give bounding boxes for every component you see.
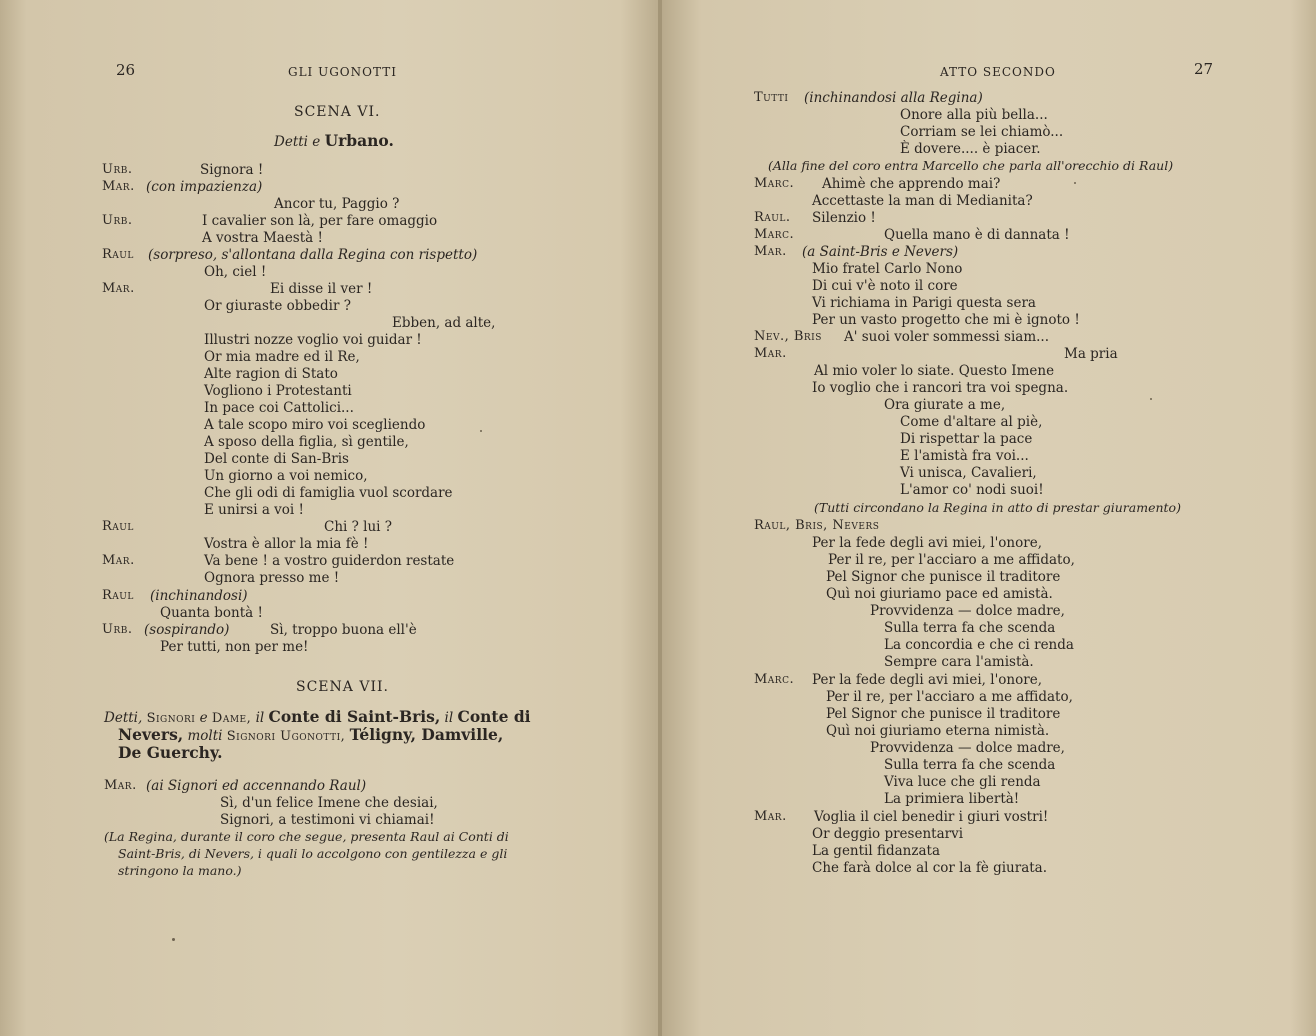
cast-name: Urbano.	[324, 131, 394, 150]
verse-line: E l'amistà fra voi...	[900, 448, 1029, 464]
right-page	[662, 0, 1316, 1036]
verse-line: Mio fratel Carlo Nono	[812, 261, 963, 277]
speaker: Urb.	[102, 622, 133, 637]
verse-line: Accettaste la man di Medianita?	[812, 193, 1033, 209]
verse-line: Come d'altare al piè,	[900, 414, 1043, 430]
verse-line: Vogliono i Protestanti	[204, 383, 352, 399]
speaker: Raul, Bris, Nevers	[754, 518, 880, 533]
verse-line: Pel Signor che punisce il traditore	[826, 706, 1061, 722]
verse-line: E unirsi a voi !	[204, 502, 304, 518]
paper-speck	[1074, 182, 1076, 184]
verse-line: Or deggio presentarvi	[812, 826, 964, 842]
verse-line: La gentil fidanzata	[812, 843, 941, 859]
verse-line: Voglia il ciel benedir i giuri vostri!	[814, 809, 1049, 825]
speaker: Raul	[102, 588, 134, 603]
verse-line: Ognora presso me !	[204, 570, 340, 586]
verse-line: Per un vasto progetto che mi è ignoto !	[812, 312, 1080, 328]
verse-line: A tale scopo miro voi scegliendo	[204, 417, 426, 433]
verse-line: Oh, ciel !	[204, 264, 267, 280]
verse-line: Sempre cara l'amistà.	[884, 654, 1034, 670]
scene-cast-line-3	[118, 745, 223, 762]
verse-line: Ancor tu, Paggio ?	[274, 196, 400, 212]
cast-name: Nevers,	[118, 725, 184, 744]
stage-direction: (con impazienza)	[146, 179, 263, 195]
verse-line: Ebben, ad alte,	[392, 315, 496, 331]
verse-line: Sulla terra fa che scenda	[884, 757, 1056, 773]
speaker: Urb.	[102, 213, 133, 228]
cast-name: Conte di	[457, 707, 531, 726]
verse-line: Chi ? lui ?	[324, 519, 393, 535]
verse-line: Di cui v'è noto il core	[812, 278, 958, 294]
stage-direction: (inchinandosi)	[150, 588, 248, 604]
verse-line: Ahimè che apprendo mai?	[822, 176, 1001, 192]
speaker: Raul	[102, 247, 134, 262]
verse-line: A' suoi voler sommessi siam...	[844, 329, 1049, 345]
speaker: Mar.	[754, 244, 787, 259]
cast-text: Signori Ugonotti,	[226, 729, 346, 744]
verse-line: Signori, a testimoni vi chiamai!	[220, 812, 435, 828]
speaker: Mar.	[102, 281, 135, 296]
verse-line: Signora !	[200, 162, 264, 178]
cast-name: Téligny, Damville,	[349, 725, 504, 744]
paper-speck	[480, 430, 482, 432]
speaker: Marc.	[754, 672, 795, 687]
cast-text: molti	[187, 728, 223, 744]
stage-direction: stringono la mano.)	[118, 863, 242, 878]
verse-line: Or mia madre ed il Re,	[204, 349, 360, 365]
cast-text: Detti,	[104, 710, 143, 726]
speaker: Urb.	[102, 162, 133, 177]
verse-line: Viva luce che gli renda	[884, 774, 1041, 790]
verse-line: Per il re, per l'acciaro a me affidato,	[828, 552, 1075, 568]
scene-cast	[274, 133, 394, 150]
stage-direction: (a Saint-Bris e Nevers)	[802, 244, 959, 260]
page-number: 27	[1194, 60, 1214, 78]
verse-line: La primiera libertà!	[884, 791, 1020, 807]
verse-line: Vi richiama in Parigi questa sera	[812, 295, 1036, 311]
stage-direction: (sorpreso, s'allontana dalla Regina con rispetto)	[148, 247, 478, 263]
verse-line: Quì noi giuriamo eterna nimistà.	[826, 723, 1050, 739]
verse-line: Di rispettar la pace	[900, 431, 1033, 447]
verse-line: Sì, d'un felice Imene che desiai,	[220, 795, 438, 811]
verse-line: Vi unisca, Cavalieri,	[900, 465, 1037, 481]
verse-line: A sposo della figlia, sì gentile,	[204, 434, 409, 450]
verse-line: Io voglio che i rancori tra voi spegna.	[812, 380, 1069, 396]
verse-line: In pace coi Cattolici...	[204, 400, 354, 416]
verse-line: Va bene ! a vostro guiderdon restate	[204, 553, 455, 569]
verse-line: Per tutti, non per me!	[160, 639, 309, 655]
verse-line: Del conte di San-Bris	[204, 451, 349, 467]
speaker: Tutti	[754, 90, 789, 105]
verse-line: Vostra è allor la mia fè !	[204, 536, 369, 552]
speaker: Marc.	[754, 176, 795, 191]
verse-line: Per la fede degli avi miei, l'onore,	[812, 535, 1042, 551]
running-header: GLI UGONOTTI	[288, 65, 397, 79]
running-header: ATTO SECONDO	[940, 65, 1056, 79]
verse-line: Per la fede degli avi miei, l'onore,	[812, 672, 1042, 688]
cast-text: e	[199, 710, 208, 726]
verse-line: Illustri nozze voglio voi guidar !	[204, 332, 422, 348]
cast-text: Detti e	[274, 134, 321, 150]
verse-line: Silenzio !	[812, 210, 876, 226]
speaker: Raul	[102, 519, 134, 534]
verse-line: Onore alla più bella...	[900, 107, 1048, 123]
verse-line: Ei disse il ver !	[270, 281, 373, 297]
verse-line: Alte ragion di Stato	[204, 366, 338, 382]
stage-direction: Saint-Bris, di Nevers, i quali lo accolgono con gentilezza e gli	[118, 846, 508, 861]
verse-line: Ma pria	[1064, 346, 1118, 362]
stage-direction: (Tutti circondano la Regina in atto di prestar giuramento)	[814, 500, 1181, 515]
speaker: Mar.	[754, 809, 787, 824]
verse-line: Corriam se lei chiamò...	[900, 124, 1064, 140]
verse-line: A vostra Maestà !	[202, 230, 323, 246]
stage-direction: (La Regina, durante il coro che segue, presenta Raul ai Conti di	[104, 829, 509, 844]
paper-speck	[172, 938, 175, 941]
stage-direction: (inchinandosi alla Regina)	[804, 90, 983, 106]
cast-text: Dame,	[211, 711, 252, 726]
cast-name: Conte di Saint-Bris,	[268, 707, 441, 726]
verse-line: Sulla terra fa che scenda	[884, 620, 1056, 636]
verse-line: Per il re, per l'acciaro a me affidato,	[826, 689, 1073, 705]
verse-line: Quella mano è di dannata !	[884, 227, 1070, 243]
stage-direction: (ai Signori ed accennando Raul)	[146, 778, 367, 794]
stage-direction: (Alla fine del coro entra Marcello che parla all'orecchio di Raul)	[768, 158, 1174, 173]
scene-title: SCENA VII.	[296, 679, 389, 695]
paper-speck	[1150, 398, 1152, 400]
page-number: 26	[116, 61, 136, 79]
speaker: Mar.	[102, 553, 135, 568]
verse-line: La concordia e che ci renda	[884, 637, 1074, 653]
verse-line: Provvidenza — dolce madre,	[870, 603, 1065, 619]
speaker: Raul.	[754, 210, 791, 225]
verse-line: Or giuraste obbedir ?	[204, 298, 351, 314]
verse-line: Che farà dolce al cor la fè giurata.	[812, 860, 1048, 876]
cast-text: Signori	[146, 711, 196, 726]
verse-line: I cavalier son là, per fare omaggio	[202, 213, 438, 229]
speaker: Mar.	[102, 179, 135, 194]
cast-text: il	[444, 710, 454, 726]
verse-line: È dovere.... è piacer.	[900, 141, 1041, 157]
verse-line: Quì noi giuriamo pace ed amistà.	[826, 586, 1053, 602]
verse-line: Un giorno a voi nemico,	[204, 468, 368, 484]
verse-line: Pel Signor che punisce il traditore	[826, 569, 1061, 585]
verse-line: Provvidenza — dolce madre,	[870, 740, 1065, 756]
stage-direction: (sospirando)	[144, 622, 230, 638]
verse-line: Quanta bontà !	[160, 605, 263, 621]
speaker: Mar.	[754, 346, 787, 361]
scene-title: SCENA VI.	[294, 104, 381, 120]
verse-line: Al mio voler lo siate. Questo Imene	[814, 363, 1055, 379]
speaker: Nev., Bris	[754, 329, 822, 344]
verse-line: L'amor co' nodi suoi!	[900, 482, 1044, 498]
verse-line: Che gli odi di famiglia vuol scordare	[204, 485, 453, 501]
cast-name: De Guerchy.	[118, 743, 223, 762]
speaker: Marc.	[754, 227, 795, 242]
cast-text: il	[255, 710, 265, 726]
verse-line: Sì, troppo buona ell'è	[270, 622, 417, 638]
speaker: Mar.	[104, 778, 137, 793]
verse-line: Ora giurate a me,	[884, 397, 1006, 413]
